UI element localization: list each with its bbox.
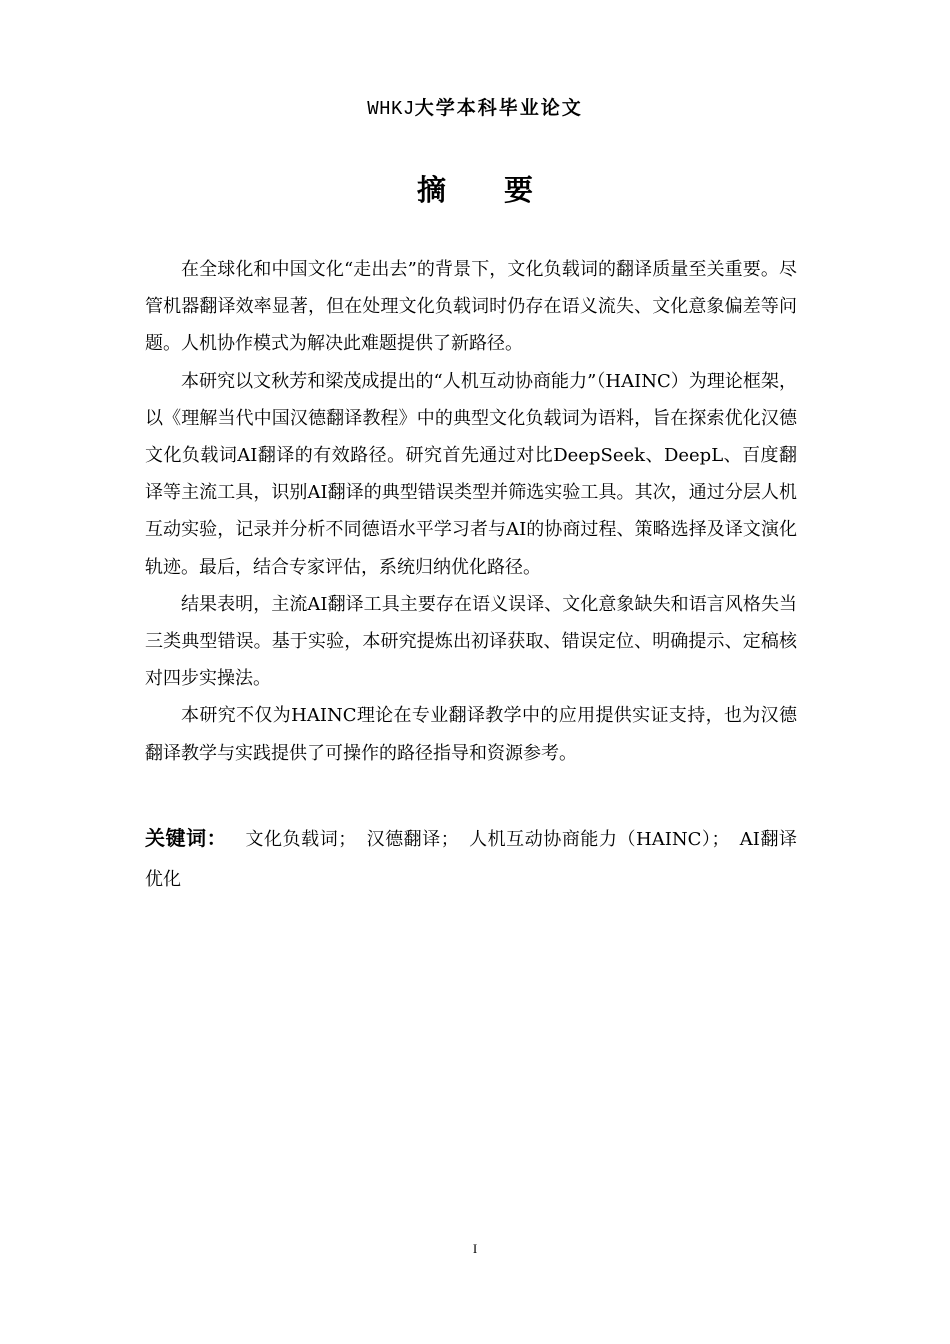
abstract-title — [0, 170, 950, 210]
keyword-item: 人机互动协商能力（HAINC）； — [469, 829, 730, 850]
page-number: I — [472, 1241, 478, 1256]
header-university-code: WHKJ — [367, 98, 415, 120]
header-thesis-type: 大学本科毕业论文 — [414, 97, 583, 119]
abstract-paragraph-method: 本研究以文秋芳和梁茂成提出的“人机互动协商能力”（HAINC）为理论框架，以《理解当代中国汉德翻译教程》中的典型文化负载词为语料，旨在探索优化汉德文化负载词AI翻译的有效路径。研究首先通过对比DeepSeek、DeepL、百度翻译等主流工具，识别AI翻译的典型错误类型并筛选实验工具。其次，通过分层人机互动实验，记录并分析不同德语水平学习者与AI的协商过程、策略选择及译文演化轨迹。最后，结合专家评估，系统归纳优化路径。 — [145, 370, 797, 578]
abstract-paragraph-significance: 本研究不仅为HAINC理论在专业翻译教学中的应用提供实证支持，也为汉德翻译教学与实践提供了可操作的路径指导和资源参考。 — [145, 705, 797, 764]
keyword-item: 文化负载词； — [245, 829, 357, 850]
keyword-item: AI翻译优化 — [145, 829, 797, 890]
keyword-item: 汉德翻译； — [366, 829, 459, 850]
keywords-label: 关键词： — [145, 826, 228, 850]
abstract-title-char-2: 要 — [504, 173, 534, 207]
keywords-line — [145, 818, 797, 900]
abstract-title-char-1: 摘 — [416, 173, 446, 207]
running-header — [0, 94, 950, 123]
abstract-paragraph-background: 在全球化和中国文化“走出去”的背景下，文化负载词的翻译质量至关重要。尽管机器翻译效率显著，但在处理文化负载词时仍存在语义流失、文化意象偏差等问题。人机协作模式为解决此难题提供了新路径。 — [145, 259, 797, 355]
abstract-paragraph-results: 结果表明，主流AI翻译工具主要存在语义误译、文化意象缺失和语言风格失当三类典型错误。基于实验，本研究提炼出初译获取、错误定位、明确提示、定稿核对四步实操法。 — [145, 593, 797, 690]
abstract-body — [145, 251, 797, 772]
